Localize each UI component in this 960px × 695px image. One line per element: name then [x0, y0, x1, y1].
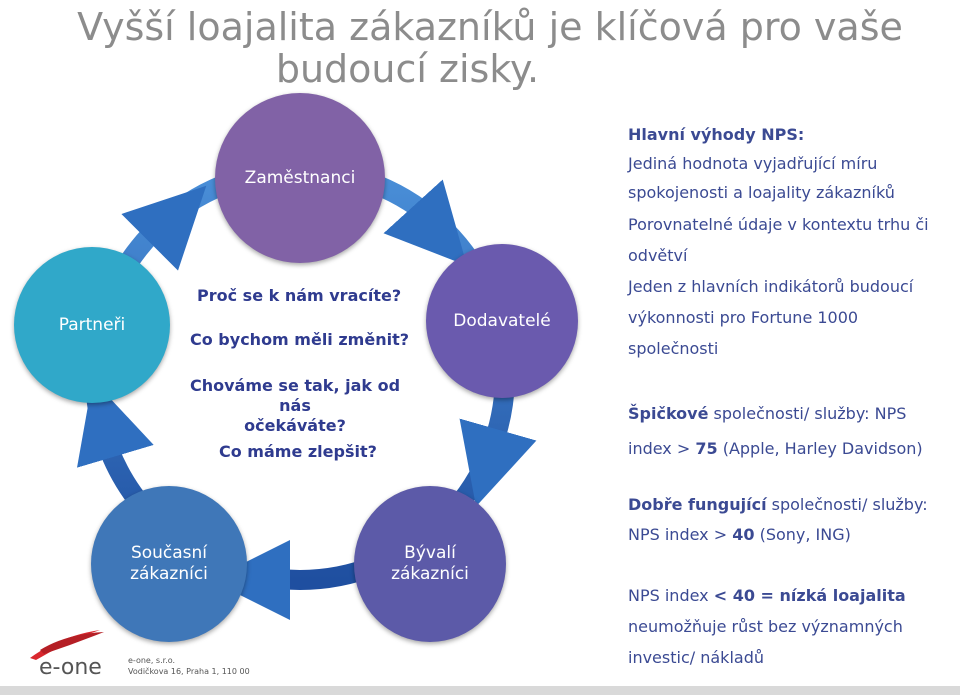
question-3-line-1: Chováme se tak, jak od nás: [189, 376, 401, 415]
nps-good-2a: NPS index >: [628, 525, 733, 544]
node-label: [391, 543, 469, 585]
benefit-line: Porovnatelné údaje v kontextu trhu či: [628, 215, 929, 234]
benefit-3: [628, 276, 913, 359]
question-3: [176, 376, 414, 436]
company-address: [128, 655, 250, 677]
question-2: Co bychom měli změnit?: [190, 330, 409, 349]
benefits-heading: [628, 124, 804, 145]
question-3-line-2: očekáváte?: [244, 416, 346, 435]
node-soucasni-zakaznici: [91, 486, 247, 642]
ring-arrow: [104, 418, 112, 445]
benefit-line: Jediná hodnota vyjadřující míru: [628, 154, 878, 173]
benefit-1: [628, 153, 895, 203]
question-1: Proč se k nám vracíte?: [197, 286, 402, 305]
node-partneri: [14, 247, 170, 403]
ring-arrow: [160, 214, 178, 232]
node-label-line: Bývalí: [404, 543, 456, 563]
nps-top-rest: společnosti/ služby: NPS: [708, 404, 907, 423]
benefit-line: výkonnosti pro Fortune 1000: [628, 308, 859, 327]
node-byvali-zakaznici: [354, 486, 506, 642]
nps-top-2b: 75: [695, 439, 718, 458]
benefits-heading-text: Hlavní výhody NPS:: [628, 125, 805, 144]
node-label: Dodavatelé: [453, 310, 551, 331]
nps-top-2c: (Apple, Harley Davidson): [717, 439, 923, 458]
nps-low-line-2: neumožňuje růst bez významných: [628, 617, 903, 636]
nps-good-line-2: [628, 524, 928, 545]
node-label-line: zákazníci: [130, 564, 208, 584]
benefit-line: Jeden z hlavních indikátorů budoucí: [628, 277, 914, 296]
footer-bar: [0, 686, 960, 695]
nps-top-companies: [628, 403, 923, 459]
company-street: Vodičkova 16, Praha 1, 110 00: [128, 667, 250, 676]
nps-low-b: < 40 = nízká loajalita: [713, 586, 906, 605]
nps-good-rest: společnosti/ služby:: [766, 495, 928, 514]
nps-top-line-1: [628, 403, 923, 424]
nps-top-2a: index >: [628, 439, 696, 458]
nps-good-2c: (Sony, ING): [754, 525, 851, 544]
benefit-line: odvětví: [628, 246, 688, 265]
company-name: e-one, s.r.o.: [128, 656, 176, 665]
title-line-2: budoucí zisky.: [275, 47, 540, 91]
question-4: Co máme zlepšit?: [219, 442, 377, 461]
nps-good-companies: [628, 494, 928, 545]
node-label: [130, 543, 208, 585]
nps-good-bold: Dobře fungující: [628, 495, 767, 514]
nps-top-line-2: [628, 438, 923, 459]
node-label: Partneři: [58, 314, 126, 335]
nps-good-2b: 40: [732, 525, 755, 544]
title-line-1: Vyšší loajalita zákazníků je klíčová pro vaše: [77, 5, 903, 49]
nps-low-a: NPS index: [628, 586, 714, 605]
nps-low-loyalty: [628, 585, 906, 668]
benefit-2: [628, 214, 929, 266]
eone-logo-text: e-one: [39, 655, 102, 680]
benefit-line: společnosti: [628, 339, 719, 358]
node-label-line: zákazníci: [391, 564, 469, 584]
node-zamestnanci: [215, 93, 385, 263]
nps-good-line-1: [628, 494, 928, 515]
benefit-line: spokojenosti a loajality zákazníků: [628, 183, 895, 202]
ring-arrow: [487, 440, 495, 468]
node-label-line: Současní: [130, 543, 208, 563]
nps-low-line-1: [628, 585, 906, 606]
node-label: Zaměstnanci: [244, 167, 356, 188]
nps-low-line-3: investic/ nákladů: [628, 648, 764, 667]
node-dodavatele: [426, 244, 578, 398]
nps-top-bold: Špičkové: [628, 404, 709, 423]
